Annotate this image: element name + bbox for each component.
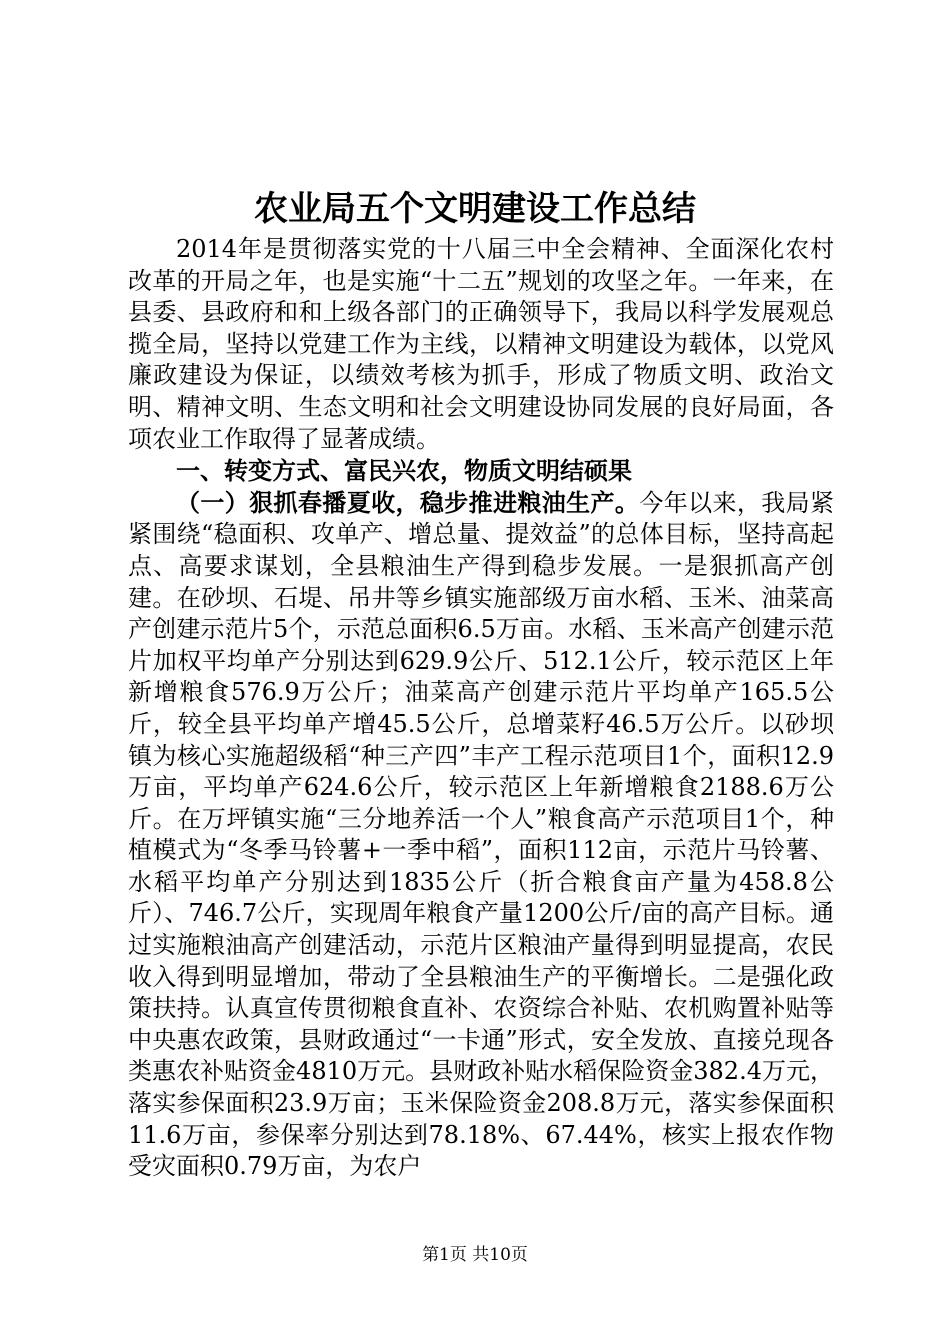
subsection-paragraph bbox=[128, 487, 834, 1183]
document-title: 农业局五个文明建设工作总结 bbox=[254, 189, 696, 229]
document-body bbox=[128, 234, 834, 1183]
subsection-text: 今年以来，我局紧紧围绕“稳面积、攻单产、增总量、提效益”的总体目标，坚持高起点、高要求谋划，全县粮油生产得到稳步发展。一是狠抓高产创建。在砂坝、石堤、吊井等乡镇实施部级万亩水稻、玉米、油菜高产创建示范片5个，示范总面积6.5万亩。水稻、玉米高产创建示范片加权平均单产分别达到629.9公斤、512.1公斤，较示范区上年新增粮食576.9万公斤；油菜高产创建示范片平均单产165.5公斤，较全县平均单产增45.5公斤，总增菜籽46.5万公斤。以砂坝镇为核心实施超级稻“种三产四”丰产工程示范项目1个，面积12.9万亩，平均单产624.6公斤，较示范区上年新增粮食2188.6万公斤。在万坪镇实施“三分地养活一个人”粮食高产示范项目1个，种植模式为“冬季马铃薯+一季中稻”，面积112亩，示范片马铃薯、水稻平均单产分别达到1835公斤（折合粮食亩产量为458.8公斤）、746.7公斤，实现周年粮食产量1200公斤/亩的高产目标。通过实施粮油高产创建活动，示范片区粮油产量得到明显提高，农民收入得到明显增加，带动了全县粮油生产的平衡增长。二是强化政策扶持。认真宣传贯彻粮食直补、农资综合补贴、农机购置补贴等中央惠农政策，县财政通过“一卡通”形式，安全发放、直接兑现各类惠农补贴资金4810万元。县财政补贴水稻保险资金382.4万元，落实参保面积23.9万亩；玉米保险资金208.8万元，落实参保面积11.6万亩，参保率分别达到78.18%、67.44%，核实上报农作物受灾面积0.79万亩，为农户 bbox=[128, 488, 835, 1181]
subsection-lead: （一）狠抓春播夏收，稳步推进粮油生产。 bbox=[176, 487, 640, 517]
intro-paragraph: 2014年是贯彻落实党的十八届三中全会精神、全面深化农村改革的开局之年，也是实施“十二五”规划的攻坚之年。一年来，在县委、县政府和和上级各部门的正确领导下，我局以科学发展观总揽全局，坚持以党建工作为主线，以精神文明建设为载体，以党风廉政建设为保证，以绩效考核为抓手，形成了物质文明、政治文明、精神文明、生态文明和社会文明建设协同发展的良好局面，各项农业工作取得了显著成绩。 bbox=[128, 235, 834, 453]
page-number: 第1页 共10页 bbox=[422, 1245, 528, 1265]
section-heading: 一、转变方式、富民兴农，物质文明结硕果 bbox=[176, 456, 632, 486]
